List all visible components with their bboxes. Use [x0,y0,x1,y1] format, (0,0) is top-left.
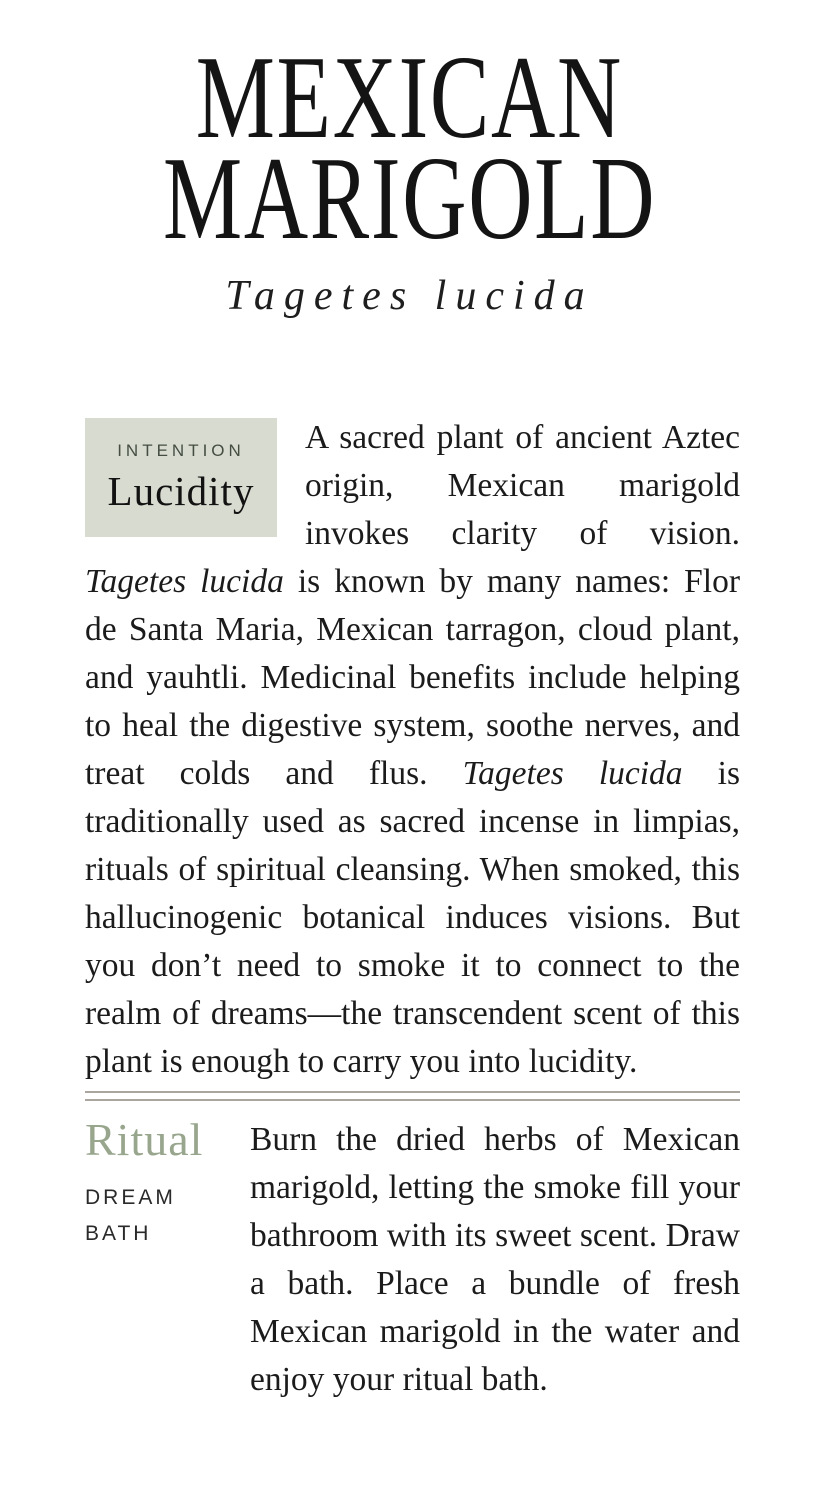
ritual-sidebar [85,1116,250,1404]
section-divider [85,1091,740,1101]
ritual-heading: Ritual [85,1114,204,1165]
description-paragraph: A sacred plant of ancient Aztec origin, Mexican marigold invokes clarity of vision. Tagetes lucida is known by many names: Flor de Santa Maria, Mexican tarragon, cloud plant, and yauhtli. Medicinal benefits include helping to heal the digestive system, soothe nerves, and treat colds and flus. Tagetes lucida is traditionally used as sacred incense in limpias, rituals of spiritual cleansing. When smoked, this hallucinogenic botanical induces visions. But you don’t need to smoke it to connect to the realm of dreams—the transcendent scent of this plant is enough to carry you into lucidity. [85,419,741,1080]
intention-value: Lucidity [107,467,255,514]
page-title-line2: MARIGOLD [162,132,657,264]
ritual-type-line1: DREAM [85,1186,176,1209]
main-content [85,414,740,1086]
page-title-line1: MEXICAN [195,31,624,163]
page-title [0,31,819,264]
intention-label: INTENTION [117,440,245,460]
botanical-name-subtitle: Tagetes lucida [225,273,594,319]
intention-box [85,418,277,537]
ritual-type-line2: BATH [85,1222,152,1245]
ritual-section [85,1116,740,1404]
ritual-type-label [85,1180,250,1252]
ritual-instructions: Burn the dried herbs of Mexican marigold, letting the smoke fill your bathroom with its sweet scent. Draw a bath. Place a bundle of fresh Mexican marigold in the water and enjoy your ritual bath. [250,1121,740,1398]
